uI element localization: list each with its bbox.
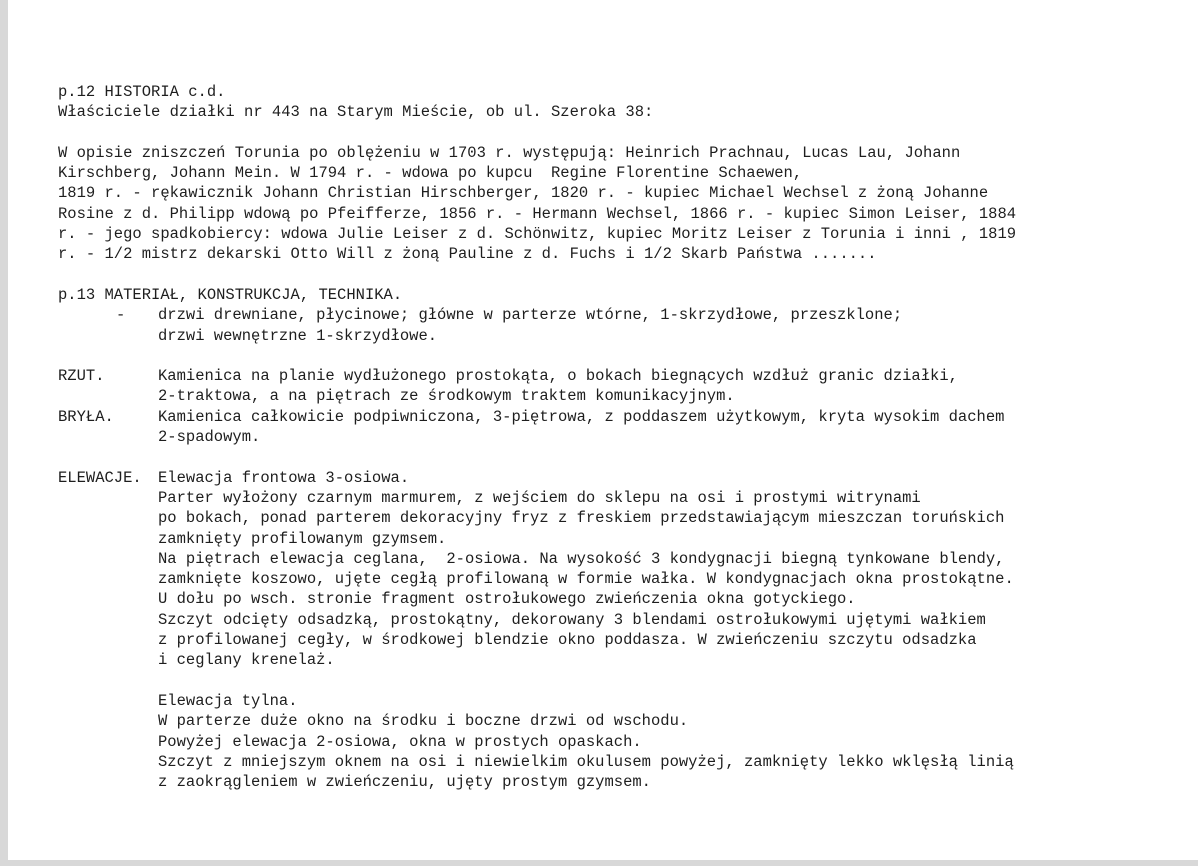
historia-line: W opisie zniszczeń Torunia po oblężeniu w 1703 r. występują: Heinrich Prachnau, Lucas Lau, Johann bbox=[58, 143, 961, 162]
elewacja-tylna-line: z zaokrągleniem w zwieńczeniu, ujęty prostym gzymsem. bbox=[158, 773, 651, 792]
spacer bbox=[58, 447, 1168, 467]
elewacja-frontowa-line: Na piętrach elewacja ceglana, 2-osiowa. Na wysokość 3 kondygnacji biegną tynkowane blendy, bbox=[158, 549, 1005, 568]
elewacja-frontowa-line: z profilowanej cegły, w środkowej blendzie okno poddasza. W zwieńczeniu szczytu odsadzka bbox=[158, 631, 977, 650]
elewacja-frontowa-line: Szczyt odcięty odsadzką, prostokątny, dekorowany 3 blendami ostrołukowymi ujętymi wałkiem bbox=[158, 610, 986, 629]
material-heading: p.13 MATERIAŁ, KONSTRUKCJA, TECHNIKA. bbox=[58, 285, 403, 304]
bryla-label: BRYŁA. bbox=[58, 407, 114, 426]
historia-heading: p.12 HISTORIA c.d. bbox=[58, 83, 226, 101]
material-bullet-row bbox=[58, 305, 1168, 325]
bryla-section bbox=[58, 407, 1168, 448]
elewacja-tylna-line: W parterze duże okno na środku i boczne drzwi od wschodu. bbox=[158, 712, 689, 731]
document-text bbox=[58, 82, 1168, 792]
elewacja-frontowa-title: Elewacja frontowa 3-osiowa. bbox=[158, 468, 410, 487]
historia-line: r. - jego spadkobiercy: wdowa Julie Leiser z d. Schönwitz, kupiec Moritz Leiser z Torunia i inni , 1819 bbox=[58, 225, 1017, 244]
historia-line: 1819 r. - rękawicznik Johann Christian Hirschberger, 1820 r. - kupiec Michael Wechsel z żoną Johanne bbox=[58, 184, 989, 203]
historia-line: Rosine z d. Philipp wdową po Pfeifferze, 1856 r. - Hermann Wechsel, 1866 r. - kupiec Simon Leiser, 1884 bbox=[58, 204, 1017, 223]
historia-line: r. - 1/2 mistrz dekarski Otto Will z żoną Pauline z d. Fuchs i 1/2 Skarb Państwa ....... bbox=[58, 245, 877, 264]
elewacja-frontowa-line: i ceglany krenelaż. bbox=[158, 651, 335, 670]
rzut-line: 2-traktowa, a na piętrach ze środkowym traktem komunikacyjnym. bbox=[158, 387, 735, 406]
historia-line: Kirschberg, Johann Mein. W 1794 r. - wdowa po kupcu Regine Florentine Schaewen, bbox=[58, 164, 803, 183]
elewacja-tylna-line: Szczyt z mniejszym oknem na osi i niewielkim okulusem powyżej, zamknięty lekko wklęsłą linią bbox=[158, 752, 1014, 771]
elewacja-tylna-title: Elewacja tylna. bbox=[158, 691, 298, 710]
elewacja-frontowa-line: zamknięte koszowo, ujęte cegłą profilowaną w formie wałka. W kondygnacjach okna prostokątne. bbox=[158, 570, 1014, 589]
historia-subheading: Właściciele działki nr 443 na Starym Mieście, ob ul. Szeroka 38: bbox=[58, 103, 654, 122]
elewacje-label: ELEWACJE. bbox=[58, 468, 142, 487]
elewacja-frontowa-line: Parter wyłożony czarnym marmurem, z wejściem do sklepu na osi i prostymi witrynami bbox=[158, 488, 921, 507]
spacer bbox=[158, 671, 1168, 691]
material-line: drzwi drewniane, płycinowe; główne w parterze wtórne, 1-skrzydłowe, przeszklone; bbox=[158, 306, 903, 325]
spacer bbox=[58, 346, 1168, 366]
elewacja-frontowa-line: po bokach, ponad parterem dekoracyjny fryz z freskiem przedstawiającym mieszczan toruńskich bbox=[158, 509, 1005, 528]
material-line: drzwi wewnętrzne 1-skrzydłowe. bbox=[158, 326, 438, 345]
elewacja-frontowa-line: U dołu po wsch. stronie fragment ostrołukowego zwieńczenia okna gotyckiego. bbox=[158, 590, 856, 609]
elewacja-frontowa-line: zamknięty profilowanym gzymsem. bbox=[158, 529, 447, 548]
bryla-line: 2-spadowym. bbox=[158, 428, 261, 447]
rzut-label: RZUT. bbox=[58, 367, 105, 386]
bullet-dash: - bbox=[116, 306, 126, 325]
rzut-line: Kamienica na planie wydłużonego prostokąta, o bokach biegnących wzdłuż granic działki, bbox=[158, 367, 958, 386]
elewacje-section bbox=[58, 468, 1168, 793]
rzut-section bbox=[58, 366, 1168, 407]
spacer bbox=[58, 123, 1168, 143]
elewacja-tylna-line: Powyżej elewacja 2-osiowa, okna w prostych opaskach. bbox=[158, 732, 642, 751]
record-card bbox=[8, 0, 1198, 860]
bryla-line: Kamienica całkowicie podpiwniczona, 3-piętrowa, z poddaszem użytkowym, kryta wysokim dachem bbox=[158, 407, 1005, 426]
spacer bbox=[58, 265, 1168, 285]
